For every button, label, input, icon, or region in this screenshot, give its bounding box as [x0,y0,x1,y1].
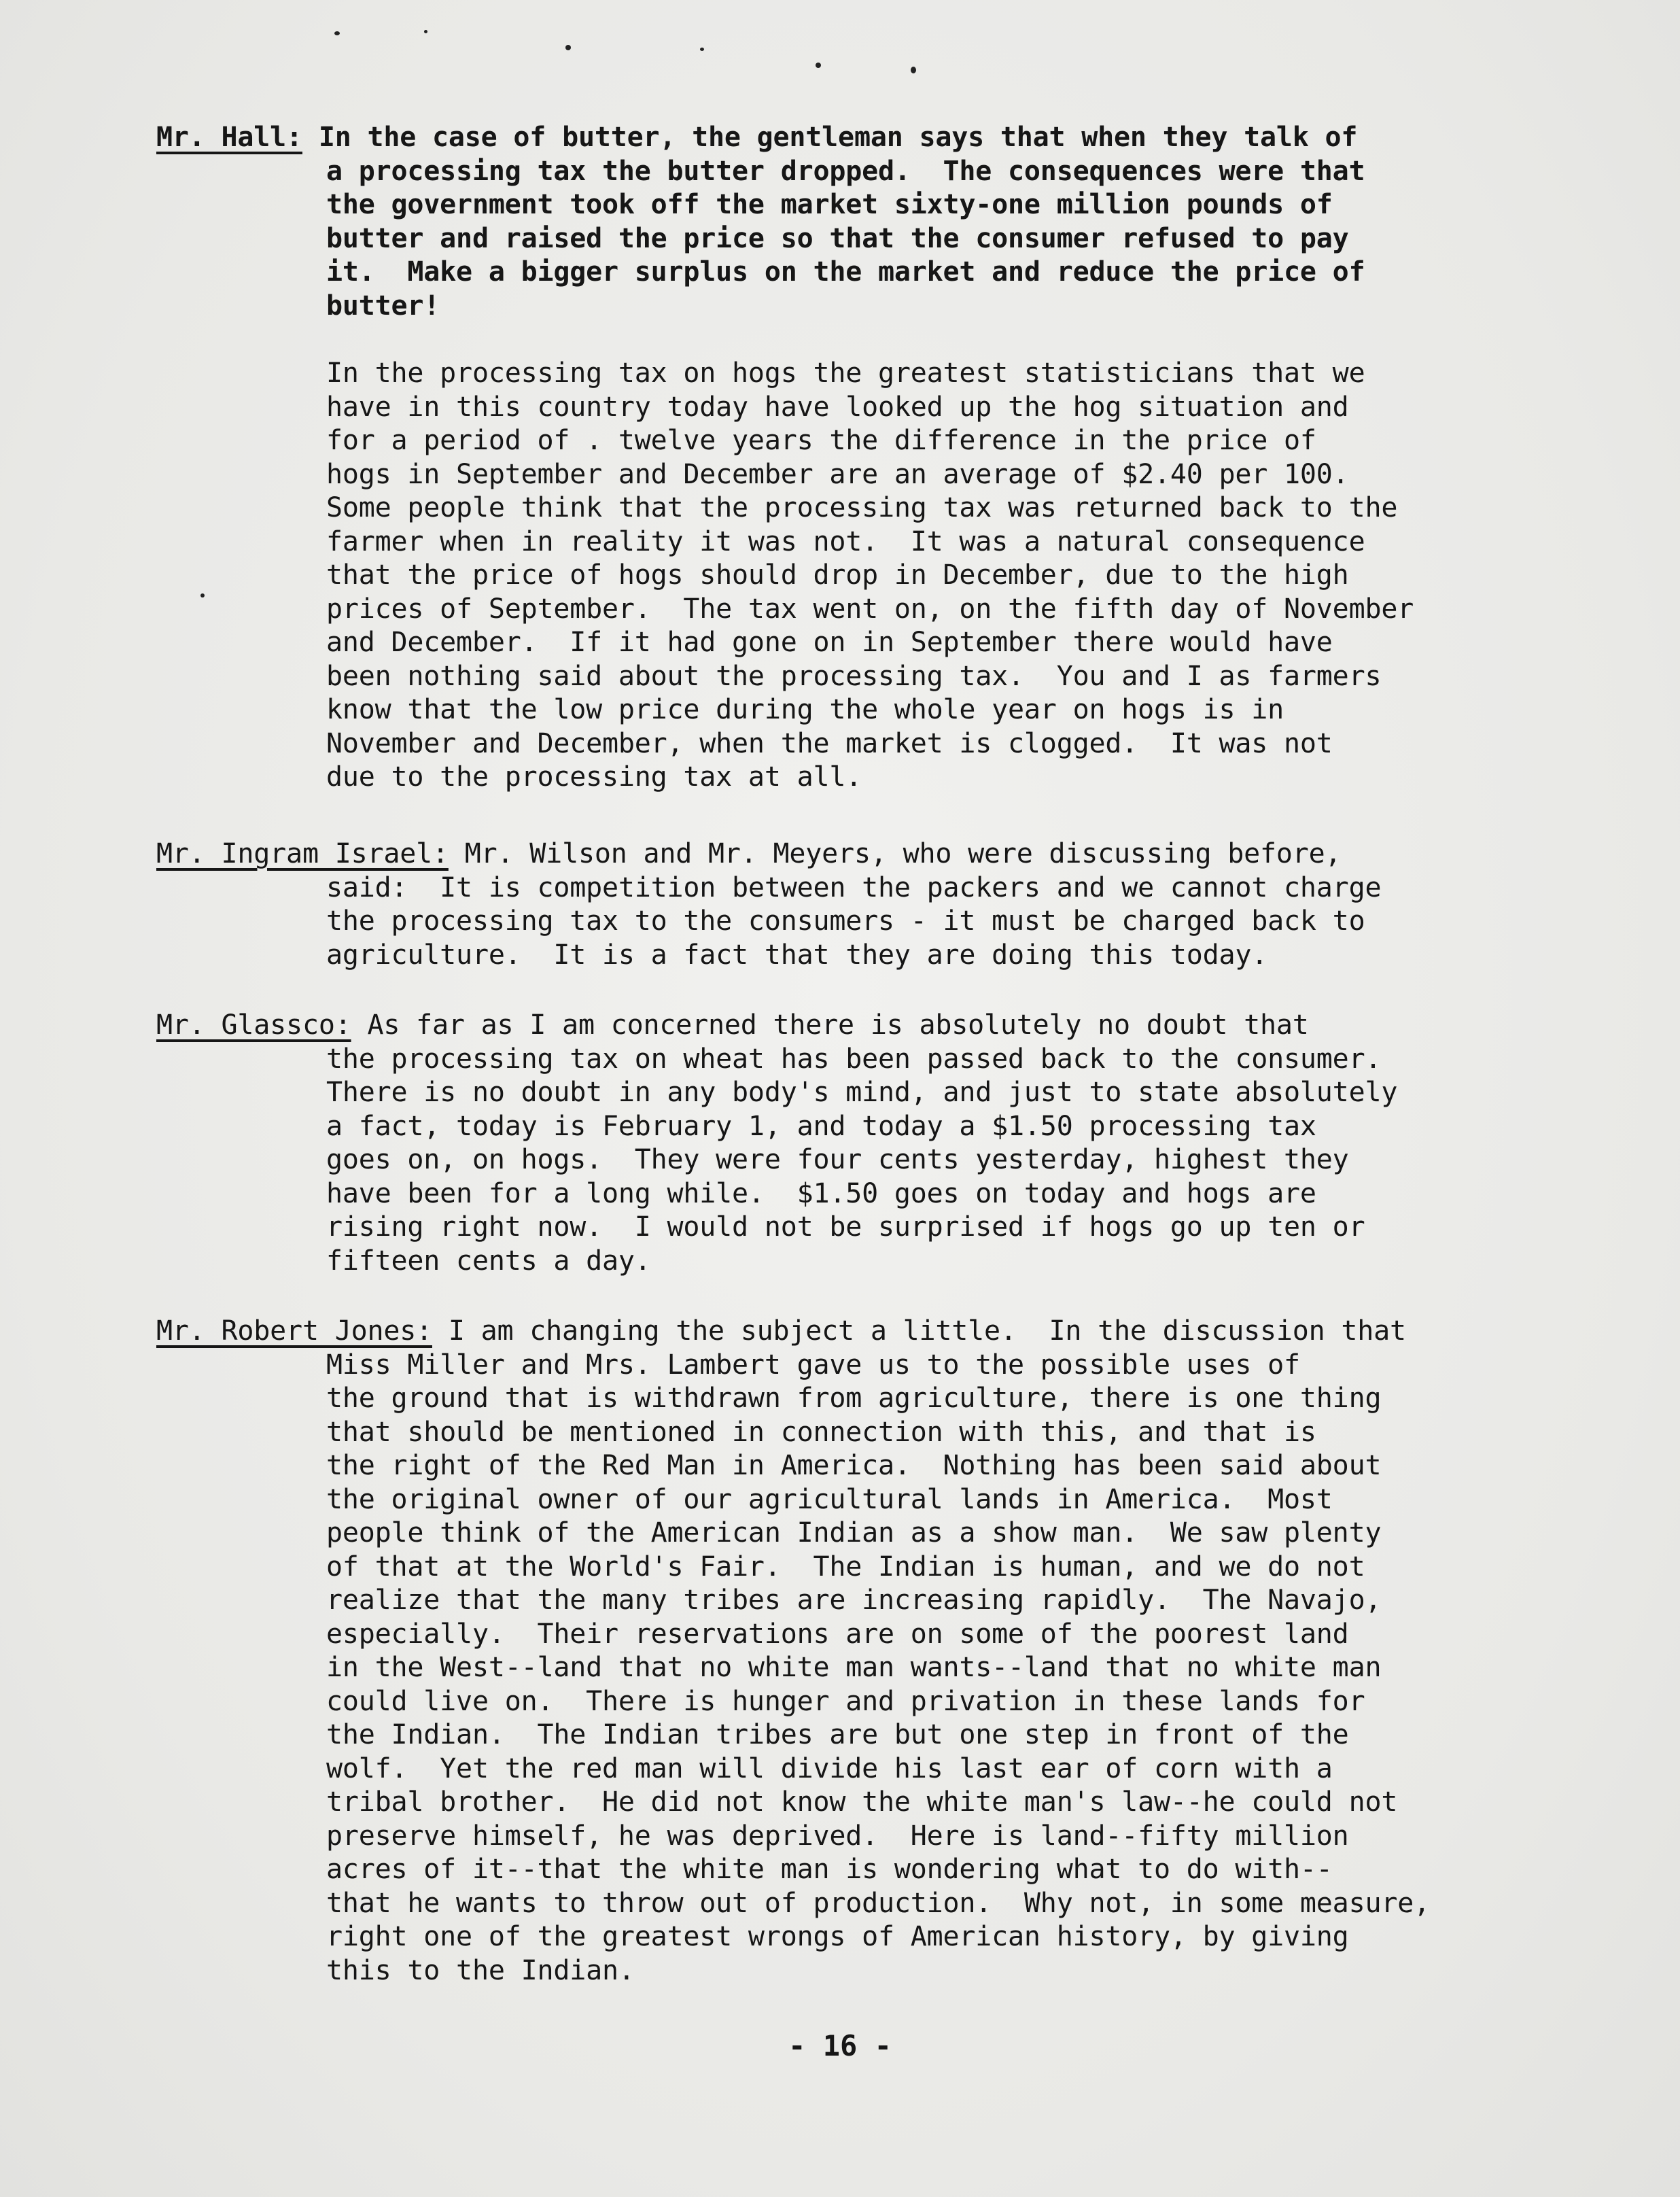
text-line: November and December, when the market is clogged. It was not [326,727,1333,759]
text-line: know that the low price during the whole year on hogs is in [326,694,1284,725]
text-line: hogs in September and December are an average of $2.40 per 100. [326,458,1349,490]
text-line: butter and raised the price so that the consumer refused to pay [326,222,1349,254]
text-line: been nothing said about the processing tax. You and I as farmers [326,660,1382,692]
text-line: and December. If it had gone on in September there would have [326,627,1333,658]
text-line: rising right now. I would not be surprised if hogs go up ten or [326,1211,1365,1243]
text-line: of that at the World's Fair. The Indian is human, and we do not [326,1551,1365,1582]
text-line: In the case of butter, the gentleman says that when they talk of [302,122,1358,153]
text-line: As far as I am concerned there is absolutely no doubt that [351,1009,1309,1041]
text-line: farmer when in reality it was not. It was a natural consequence [326,525,1365,557]
text-line: people think of the American Indian as a show man. We saw plenty [326,1517,1382,1549]
speaker-name: Mr. Ingram Israel: [156,838,449,869]
scan-speck [911,67,916,73]
text-line: the processing tax on wheat has been passed back to the consumer. [326,1043,1382,1075]
text-line: the government took off the market sixty-one million pounds of [326,189,1333,220]
text-line: Some people think that the processing tax was returned back to the [326,492,1398,523]
text-line: the processing tax to the consumers - it must be charged back to [326,905,1365,937]
text-line: fifteen cents a day. [326,1245,651,1277]
speaker-entry-jones [156,1315,1516,1988]
text-line: could live on. There is hunger and privation in these lands for [326,1685,1365,1717]
text-line: it. Make a bigger surplus on the market and reduce the price of [326,256,1365,288]
text-line: this to the Indian. [326,1954,635,1986]
text-line: There is no doubt in any body's mind, and just to state absolutely [326,1077,1398,1108]
text-line: agriculture. It is a fact that they are doing this today. [326,939,1268,971]
text-line: prices of September. The tax went on, on the fifth day of November [326,593,1414,625]
page-number: - 16 - [788,2029,892,2062]
scan-speck [816,63,821,68]
text-line: a processing tax the butter dropped. The consequences were that [326,155,1365,187]
text-line: a fact, today is February 1, and today a $1.50 processing tax [326,1110,1316,1142]
text-line: preserve himself, he was deprived. Here is land--fifty million [326,1820,1349,1852]
speaker-entry-hall [156,121,1516,795]
speaker-name: Mr. Glassco: [156,1009,351,1041]
text-line: due to the processing tax at all. [326,761,862,793]
text-line: acres of it--that the white man is wondering what to do with-- [326,1854,1333,1885]
text-line: realize that the many tribes are increasing rapidly. The Navajo, [326,1585,1382,1616]
scan-speck [700,48,704,51]
scan-speck [565,45,571,50]
text-line: for a period of . twelve years the difference in the price of [326,425,1316,456]
text-line: that should be mentioned in connection with this, and that is [326,1416,1316,1448]
speaker-name: Mr. Hall: [156,122,302,153]
speaker-entry-israel [156,837,1516,972]
text-line: the ground that is withdrawn from agriculture, there is one thing [326,1383,1382,1414]
text-line: the original owner of our agricultural lands in America. Most [326,1483,1333,1515]
text-line: I am changing the subject a little. In the discussion that [432,1315,1406,1347]
text-line: butter! [326,290,440,322]
text-line: tribal brother. He did not know the white man's law--he could not [326,1786,1398,1818]
text-line: that the price of hogs should drop in December, due to the high [326,559,1349,591]
text-line: have been for a long while. $1.50 goes on today and hogs are [326,1177,1316,1209]
text-line: Mr. Wilson and Mr. Meyers, who were discussing before, [448,838,1342,869]
text-line: In the processing tax on hogs the greatest statisticians that we [326,358,1365,389]
text-line: right one of the greatest wrongs of American history, by giving [326,1921,1349,1952]
text-line: in the West--land that no white man wants--land that no white man [326,1652,1382,1683]
speaker-name: Mr. Robert Jones: [156,1315,432,1347]
text-line: the Indian. The Indian tribes are but one step in front of the [326,1719,1349,1750]
text-line: especially. Their reservations are on some of the poorest land [326,1618,1349,1650]
text-line: wolf. Yet the red man will divide his last ear of corn with a [326,1752,1333,1784]
text-line: that he wants to throw out of production. Why not, in some measure, [326,1887,1430,1919]
text-line: the right of the Red Man in America. Nothing has been said about [326,1450,1382,1481]
text-line: said: It is competition between the packers and we cannot charge [326,871,1382,903]
text-line: have in this country today have looked up the hog situation and [326,391,1349,423]
scan-speck [334,31,340,35]
text-line: Miss Miller and Mrs. Lambert gave us to the possible uses of [326,1349,1300,1381]
scan-speck [424,30,427,33]
text-line: goes on, on hogs. They were four cents yesterday, highest they [326,1144,1349,1175]
speaker-entry-glassco [156,1009,1516,1278]
